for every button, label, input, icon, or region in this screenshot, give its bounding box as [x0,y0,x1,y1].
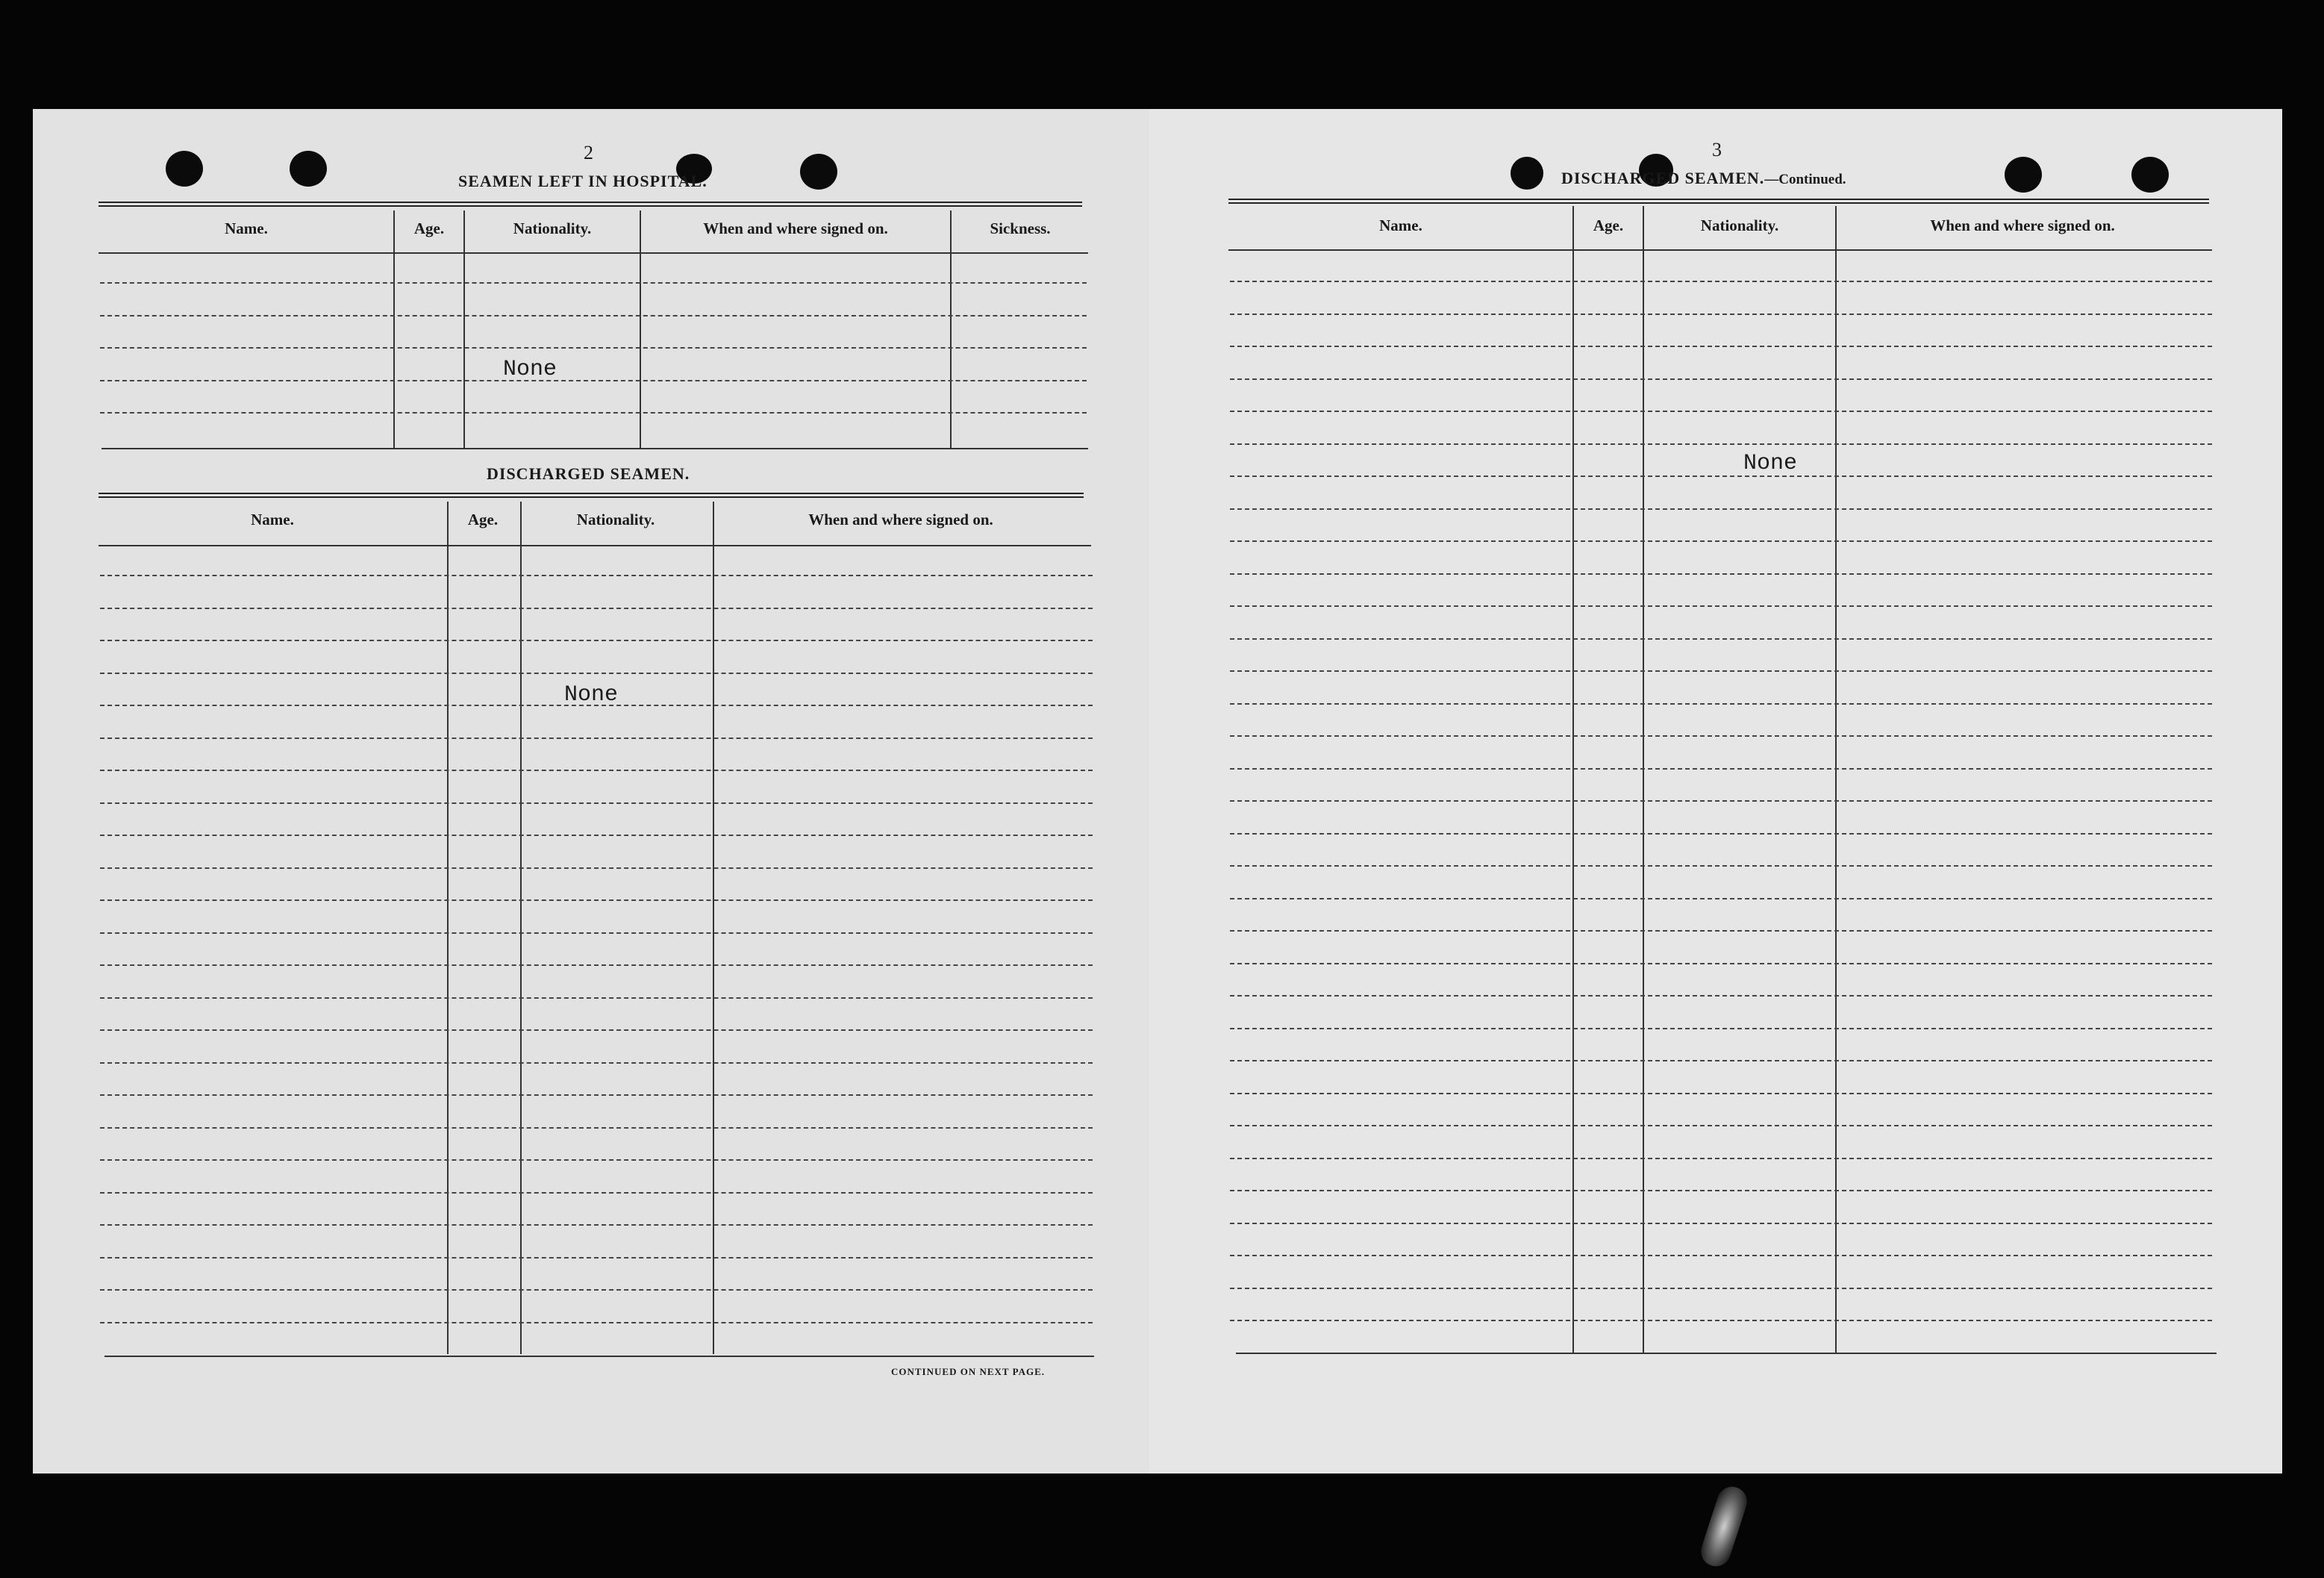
row-rule [1230,800,2212,802]
continued-note: CONTINUED ON NEXT PAGE. [891,1366,1045,1377]
column-header-sickness: Sickness. [990,219,1051,237]
row-rule [1230,573,2212,575]
row-rule [1230,833,2212,835]
row-rule [1230,1093,2212,1094]
column-header-signed-on: When and where signed on. [808,511,993,528]
section-title-hospital: SEAMEN LEFT IN HOSPITAL. [458,172,707,190]
column-divider [713,502,714,1354]
row-rule [1230,963,2212,964]
row-rule [100,997,1093,999]
row-rule [100,1094,1093,1096]
row-rule [100,802,1093,804]
row-rule [1230,1060,2212,1061]
row-rule [1230,508,2212,510]
row-rule [1230,865,2212,867]
column-header-name: Name. [225,219,268,237]
row-rule [100,835,1093,836]
row-rule [1230,378,2212,380]
row-rule [1230,540,2212,542]
row-rule [1230,735,2212,737]
row-rule [100,380,1087,381]
row-rule [100,315,1087,316]
punch-hole [2005,157,2042,193]
row-rule [100,1322,1093,1323]
page-number: 3 [1712,139,1722,160]
title-continued: —Continued. [1764,172,1846,187]
column-header-age: Age. [413,219,445,237]
row-rule [1230,703,2212,705]
punch-hole [2131,157,2169,193]
title-text: DISCHARGED SEAMEN. [1561,169,1765,187]
row-rule [100,1192,1093,1194]
left-page [33,109,1154,1473]
row-rule [100,1029,1093,1031]
column-header-name: Name. [1379,216,1422,234]
punch-hole [800,154,837,190]
entry-none: None [1743,451,1798,476]
entry-none: None [503,357,557,382]
column-header-nationality: Nationality. [576,511,655,528]
section-title-discharged-continued [1561,169,1846,188]
column-header-signed-on: When and where signed on. [703,219,888,237]
punch-hole [166,151,203,187]
header-rule [99,252,1088,254]
row-rule [100,770,1093,771]
row-rule [100,640,1093,641]
row-rule [100,867,1093,869]
row-rule [1230,930,2212,932]
row-rule [100,673,1093,674]
row-rule [100,608,1093,609]
row-rule [100,1127,1093,1129]
row-rule [1230,475,2212,477]
column-divider [447,502,449,1354]
row-rule [100,412,1087,414]
table-top-rule [99,202,1082,207]
row-rule [1230,1255,2212,1256]
row-rule [1230,605,2212,607]
row-rule [100,964,1093,966]
column-header-age: Age. [467,511,499,528]
row-rule [1230,1028,2212,1029]
row-rule [1230,1223,2212,1224]
section-bottom-rule [101,448,1088,449]
row-rule [1230,638,2212,640]
row-rule [100,737,1093,739]
column-header-age: Age. [1593,216,1624,234]
column-divider [520,502,522,1354]
entry-none: None [564,682,619,708]
row-rule [1230,995,2212,997]
column-header-nationality: Nationality. [1700,216,1779,234]
row-rule [1230,411,2212,412]
punch-hole [1511,157,1543,190]
column-header-nationality: Nationality. [513,219,592,237]
row-rule [1230,1288,2212,1289]
column-header-signed-on: When and where signed on. [1930,216,2115,234]
row-rule [100,347,1087,349]
row-rule [1230,281,2212,282]
row-rule [100,899,1093,901]
row-rule [100,282,1087,284]
row-rule [1230,314,2212,315]
row-rule [100,1159,1093,1161]
row-rule [1230,768,2212,770]
row-rule [100,1289,1093,1291]
column-header-name: Name. [251,511,294,528]
row-rule [1230,346,2212,347]
table-top-rule [99,493,1084,498]
row-rule [100,1257,1093,1259]
row-rule [100,1224,1093,1226]
header-rule [99,545,1091,546]
page-number: 2 [584,142,594,163]
row-rule [1230,1125,2212,1126]
row-rule [100,932,1093,934]
row-rule [100,1062,1093,1064]
row-rule [1230,670,2212,672]
scan-glare [1697,1483,1751,1571]
header-rule [1228,249,2212,251]
punch-hole [290,151,327,187]
row-rule [1230,1190,2212,1191]
row-rule [1230,443,2212,445]
table-top-rule [1228,199,2209,204]
row-rule [1230,1158,2212,1159]
row-rule [1230,1320,2212,1321]
table-bottom-rule [104,1356,1094,1357]
row-rule [100,575,1093,576]
row-rule [1230,898,2212,899]
table-bottom-rule [1236,1353,2217,1354]
section-title-discharged: DISCHARGED SEAMEN. [487,464,690,483]
